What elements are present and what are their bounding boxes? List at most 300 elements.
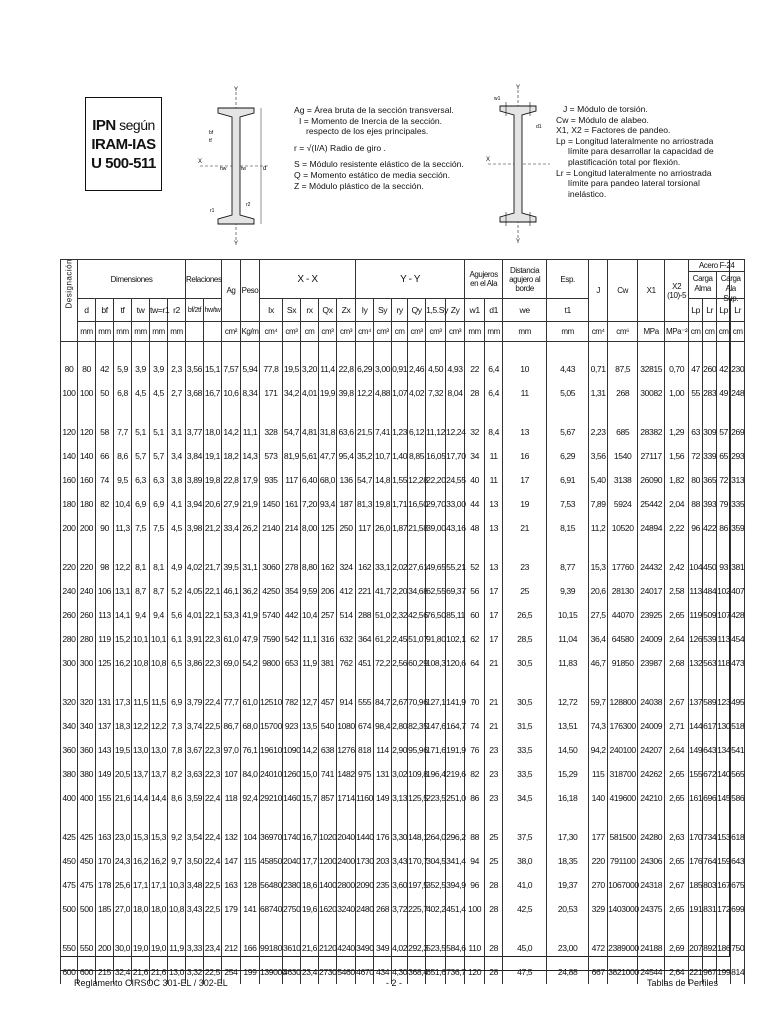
table-cell: 19,1: [204, 444, 222, 468]
table-cell: 22,1: [204, 579, 222, 603]
table-cell: 214: [283, 516, 301, 540]
designation-cell: 425: [61, 825, 78, 849]
designation-cell: 300: [61, 651, 78, 675]
spacer-cell: [150, 540, 168, 555]
spacer-cell: [61, 540, 78, 555]
header-agujeros: Agujeros en el Ala: [465, 260, 503, 299]
table-cell: 137: [689, 690, 703, 714]
unit-cell: cm: [703, 322, 717, 342]
designation-cell: 400: [61, 786, 78, 810]
table-cell: 428: [731, 603, 745, 627]
unit-cell: mm: [132, 322, 150, 342]
spacer-cell: [132, 675, 150, 690]
designation-cell: 600: [61, 960, 78, 984]
table-cell: 2,56: [392, 651, 408, 675]
fig-label-r1: r1: [210, 208, 215, 214]
table-cell: 68,0: [241, 714, 260, 738]
table-cell: 541: [731, 738, 745, 762]
table-cell: 1460: [283, 786, 301, 810]
unit-cell: mm: [96, 322, 114, 342]
spacer-cell: [61, 675, 78, 690]
table-cell: 88: [689, 492, 703, 516]
table-cell: 1740: [283, 825, 301, 849]
table-cell: 11,1: [301, 627, 319, 651]
table-cell: 7,8: [168, 738, 186, 762]
table-cell: 33,5: [503, 762, 547, 786]
table-cell: 1200: [319, 849, 337, 873]
table-cell: 3,84: [186, 444, 204, 468]
table-cell: 23925: [638, 603, 665, 627]
unit-cell: mm: [485, 322, 503, 342]
table-cell: 72,2: [374, 651, 392, 675]
table-cell: 12,2: [150, 714, 168, 738]
table-cell: 47,5: [503, 960, 547, 984]
table-cell: 16,18: [547, 786, 589, 810]
table-cell: 643: [703, 738, 717, 762]
table-cell: 8,2: [168, 762, 186, 786]
spacer-cell: [731, 675, 745, 690]
table-cell: 21,6: [132, 960, 150, 984]
table-cell: 10,8: [132, 651, 150, 675]
spacer-cell: [465, 921, 485, 936]
table-cell: 651,6: [426, 960, 446, 984]
table-cell: 1,87: [392, 516, 408, 540]
table-cell: 80: [78, 357, 96, 381]
table-cell: 24280: [638, 825, 665, 849]
table-cell: 128800: [608, 690, 638, 714]
spacer-cell: [96, 342, 114, 358]
table-cell: 49: [717, 381, 731, 405]
spacer-cell: [392, 810, 408, 825]
table-cell: 3,1: [168, 420, 186, 444]
table-row: [61, 468, 745, 492]
table-cell: 318700: [608, 762, 638, 786]
table-cell: 162: [319, 555, 337, 579]
table-cell: 30082: [638, 381, 665, 405]
table-cell: 24038: [638, 690, 665, 714]
legend-left-line: I = Momento de Inercia de la sección.: [299, 115, 443, 126]
table-cell: 16,50: [408, 492, 426, 516]
spacer-cell: [717, 342, 731, 358]
table-cell: 3,9: [132, 357, 150, 381]
table-cell: 4,43: [547, 357, 589, 381]
table-cell: 33,5: [503, 738, 547, 762]
fig2-label-d1: d1: [536, 124, 542, 130]
unit-cell: cm⁴: [589, 322, 608, 342]
spacer-cell: [608, 921, 638, 936]
spacer-cell: [485, 342, 503, 358]
table-cell: 39,8: [337, 381, 356, 405]
table-cell: 179: [222, 897, 241, 921]
table-cell: 199: [241, 960, 260, 984]
table-cell: 10,7: [374, 444, 392, 468]
table-cell: 136: [337, 468, 356, 492]
table-cell: 24,55: [446, 468, 465, 492]
table-row: [61, 381, 745, 405]
table-cell: 24009: [638, 714, 665, 738]
table-cell: 4250: [260, 579, 283, 603]
designation-cell: 140: [61, 444, 78, 468]
table-cell: 8,4: [485, 420, 503, 444]
table-cell: 24207: [638, 738, 665, 762]
table-cell: 11: [485, 468, 503, 492]
table-cell: 1440: [356, 825, 374, 849]
spacer-cell: [665, 342, 689, 358]
table-cell: 132: [222, 825, 241, 849]
table-cell: 10,4: [114, 492, 132, 516]
table-cell: 278: [283, 555, 301, 579]
spacer-cell: [241, 540, 260, 555]
table-cell: 10,8: [168, 897, 186, 921]
spacer-cell: [547, 675, 589, 690]
table-cell: 3,56: [589, 444, 608, 468]
table-cell: 4,01: [186, 603, 204, 627]
table-cell: 7,5: [132, 516, 150, 540]
spacer-cell: [703, 342, 717, 358]
table-cell: 115: [589, 762, 608, 786]
spacer-cell: [717, 405, 731, 420]
table-cell: 12,28: [408, 468, 426, 492]
table-cell: 3,13: [392, 786, 408, 810]
table-cell: 27,0: [114, 897, 132, 921]
spacer-cell: [168, 675, 186, 690]
table-cell: 21,5: [356, 420, 374, 444]
title-box: [85, 97, 162, 191]
spacer-cell: [186, 342, 204, 358]
table-cell: 381: [319, 651, 337, 675]
table-cell: 56480: [260, 873, 283, 897]
table-cell: 56: [465, 579, 485, 603]
table-cell: 8,7: [132, 579, 150, 603]
table-cell: 98: [96, 555, 114, 579]
table-cell: 5,9: [114, 357, 132, 381]
spacer-cell: [374, 675, 392, 690]
table-cell: 31,1: [241, 555, 260, 579]
table-cell: 13: [503, 420, 547, 444]
table-cell: 573: [260, 444, 283, 468]
table-cell: 22,4: [204, 849, 222, 873]
table-cell: 104: [689, 555, 703, 579]
unit-cell: cm: [392, 322, 408, 342]
table-cell: 240100: [608, 738, 638, 762]
table-cell: 176: [689, 849, 703, 873]
table-cell: 143: [96, 738, 114, 762]
table-cell: 5924: [608, 492, 638, 516]
table-cell: 126: [689, 627, 703, 651]
table-cell: 16,2: [114, 651, 132, 675]
table-cell: 6,9: [150, 492, 168, 516]
table-cell: 92,4: [241, 786, 260, 810]
spacer-cell: [374, 342, 392, 358]
designation-cell: 180: [61, 492, 78, 516]
table-cell: 18,0: [132, 897, 150, 921]
subheader-cell: Qy: [408, 299, 426, 322]
unit-cell: mm: [150, 322, 168, 342]
table-cell: 8,34: [241, 381, 260, 405]
table-cell: 21: [485, 651, 503, 675]
table-cell: 260: [78, 603, 96, 627]
subheader-cell: tw: [132, 299, 150, 322]
table-cell: 20,5: [114, 762, 132, 786]
table-cell: 17,1: [132, 873, 150, 897]
table-cell: 100: [78, 381, 96, 405]
table-cell: 4,93: [446, 357, 465, 381]
table-cell: 9,4: [150, 603, 168, 627]
table-cell: 66: [96, 444, 114, 468]
table-cell: 5460: [337, 960, 356, 984]
spacer-cell: [222, 405, 241, 420]
table-cell: 324: [337, 555, 356, 579]
table-cell: 11,2: [589, 516, 608, 540]
table-cell: 55: [689, 381, 703, 405]
spacer-cell: [356, 675, 374, 690]
subheader-cell: rx: [301, 299, 319, 322]
table-cell: 72: [689, 444, 703, 468]
table-cell: 42: [96, 357, 114, 381]
spacer-cell: [356, 405, 374, 420]
spacer-cell: [731, 405, 745, 420]
subheader-cell: we: [503, 299, 547, 322]
spacer-cell: [589, 675, 608, 690]
unit-cell: cm: [301, 322, 319, 342]
table-cell: 115: [241, 849, 260, 873]
table-cell: 127,1: [426, 690, 446, 714]
table-cell: 109,8: [408, 762, 426, 786]
table-cell: 60,29: [408, 651, 426, 675]
table-cell: 44: [465, 492, 485, 516]
table-cell: 170: [96, 849, 114, 873]
header-distancia: Distancia agujero al borde: [503, 260, 547, 299]
spacer-cell: [337, 675, 356, 690]
table-cell: 22,3: [204, 651, 222, 675]
table-cell: 22,20: [426, 468, 446, 492]
table-cell: 163: [222, 873, 241, 897]
spacer-cell: [408, 342, 426, 358]
table-cell: 3,94: [186, 492, 204, 516]
spacer-cell: [186, 675, 204, 690]
table-cell: 1400: [319, 873, 337, 897]
table-cell: 425: [78, 825, 96, 849]
footer-page-number: - 2 -: [386, 978, 403, 988]
table-cell: 219,6: [446, 762, 465, 786]
spacer-cell: [426, 921, 446, 936]
table-cell: 892: [703, 936, 717, 960]
table-cell: 22,3: [204, 738, 222, 762]
table-cell: 23,4: [301, 960, 319, 984]
table-cell: 60: [465, 603, 485, 627]
table-cell: 2,02: [392, 555, 408, 579]
table-cell: 170: [689, 825, 703, 849]
spacer-cell: [408, 921, 426, 936]
table-cell: 11,1: [241, 420, 260, 444]
table-cell: 268: [608, 381, 638, 405]
table-cell: 97,0: [222, 738, 241, 762]
table-cell: 368,4: [408, 960, 426, 984]
spacer-cell: [638, 810, 665, 825]
spacer-cell: [78, 810, 96, 825]
legend-right-line: límite para pandeo lateral torsional: [568, 178, 700, 189]
table-cell: 120,6: [446, 651, 465, 675]
table-cell: 11,04: [547, 627, 589, 651]
table-cell: 1540: [608, 444, 638, 468]
table-cell: 10: [503, 357, 547, 381]
table-cell: 1,71: [392, 492, 408, 516]
fig2-label-y-bottom: Y: [516, 239, 521, 245]
table-cell: 22,5: [204, 714, 222, 738]
table-cell: 1,31: [589, 381, 608, 405]
table-cell: 257: [319, 603, 337, 627]
table-cell: 206: [319, 579, 337, 603]
table-cell: 26,5: [503, 603, 547, 627]
table-cell: 5,7: [150, 444, 168, 468]
table-cell: 4,5: [168, 516, 186, 540]
table-cell: 4,5: [132, 381, 150, 405]
designation-cell: 500: [61, 897, 78, 921]
spacer-cell: [186, 921, 204, 936]
table-cell: 70: [465, 690, 485, 714]
header-acero-label: Acero F-24: [689, 260, 744, 272]
table-cell: 15,7: [301, 786, 319, 810]
spacer-cell: [374, 540, 392, 555]
spacer-cell: [547, 540, 589, 555]
table-cell: 12,2: [114, 555, 132, 579]
table-row: [61, 690, 745, 714]
table-cell: 3,91: [186, 627, 204, 651]
title-line1: IPN según: [92, 116, 155, 134]
spacer-cell: [717, 675, 731, 690]
table-row: [61, 897, 745, 921]
table-cell: 16,2: [150, 849, 168, 873]
legend-right-line: inelástico.: [568, 188, 607, 199]
designation-cell: 200: [61, 516, 78, 540]
table-cell: 2,64: [665, 960, 689, 984]
table-cell: 102: [717, 579, 731, 603]
table-cell: 270: [589, 873, 608, 897]
table-cell: 260: [703, 357, 717, 381]
table-cell: 8,1: [132, 555, 150, 579]
legend-right-line: Lr = Longitud lateralmente no arriostrada: [556, 167, 712, 178]
table-cell: 17: [503, 468, 547, 492]
table-cell: 2,32: [392, 603, 408, 627]
table-cell: 341,4: [446, 849, 465, 873]
table-cell: 581500: [608, 825, 638, 849]
header-designacion: Designación: [61, 260, 78, 342]
table-cell: 41,0: [503, 873, 547, 897]
spacer-cell: [446, 675, 465, 690]
table-cell: 170,7: [408, 849, 426, 873]
spacer-cell: [337, 810, 356, 825]
table-cell: 309: [703, 420, 717, 444]
group-spacer: [61, 540, 745, 555]
table-cell: 14,2: [222, 420, 241, 444]
table-cell: 21: [485, 714, 503, 738]
table-cell: 8,7: [150, 579, 168, 603]
table-cell: 329: [589, 897, 608, 921]
table-cell: 1,55: [392, 468, 408, 492]
table-cell: 473: [731, 651, 745, 675]
table-cell: 0,71: [589, 357, 608, 381]
table-cell: 2,68: [665, 651, 689, 675]
table-cell: 4,01: [301, 381, 319, 405]
table-cell: 221: [689, 960, 703, 984]
table-cell: 132: [689, 651, 703, 675]
spacer-cell: [168, 540, 186, 555]
spacer-cell: [241, 405, 260, 420]
spacer-cell: [78, 342, 96, 358]
spacer-cell: [408, 810, 426, 825]
table-cell: 5,7: [132, 444, 150, 468]
table-cell: 264,0: [426, 825, 446, 849]
fig2-label-y-top: Y: [516, 85, 521, 91]
table-cell: 393: [703, 492, 717, 516]
table-cell: 42,5: [503, 897, 547, 921]
table-cell: 3490: [356, 936, 374, 960]
fig2-label-w1: w1: [494, 96, 501, 102]
spacer-cell: [260, 405, 283, 420]
spacer-cell: [301, 405, 319, 420]
table-cell: 108,3: [426, 651, 446, 675]
subheader-cell: d1: [485, 299, 503, 322]
table-cell: 3,68: [186, 381, 204, 405]
table-cell: 2,46: [408, 357, 426, 381]
table-cell: 176: [374, 825, 392, 849]
table-cell: 17,70: [446, 444, 465, 468]
designation-cell: 120: [61, 420, 78, 444]
spacer-cell: [96, 405, 114, 420]
table-cell: 9,7: [168, 849, 186, 873]
table-cell: 96: [465, 873, 485, 897]
header-j: J: [589, 260, 608, 322]
table-cell: 85,11: [446, 603, 465, 627]
table-cell: 2,63: [665, 825, 689, 849]
table-cell: 13: [485, 516, 503, 540]
spacer-cell: [283, 540, 301, 555]
table-cell: 23,4: [204, 936, 222, 960]
table-cell: 296,2: [446, 825, 465, 849]
spacer-cell: [301, 810, 319, 825]
table-cell: 147,6: [426, 714, 446, 738]
spacer-cell: [319, 342, 337, 358]
table-cell: 140: [589, 786, 608, 810]
spacer-cell: [61, 921, 78, 936]
table-row: [61, 492, 745, 516]
spacer-cell: [114, 810, 132, 825]
table-cell: 47,9: [241, 627, 260, 651]
spacer-cell: [337, 405, 356, 420]
table-cell: 696: [703, 786, 717, 810]
table-cell: 93: [717, 555, 731, 579]
table-cell: 123: [717, 690, 731, 714]
table-cell: 15,3: [150, 825, 168, 849]
table-cell: 2,23: [589, 420, 608, 444]
spacer-cell: [78, 405, 96, 420]
table-cell: 63: [689, 420, 703, 444]
spacer-cell: [132, 921, 150, 936]
table-cell: 3,67: [186, 738, 204, 762]
header-relaciones: Relaciones: [186, 260, 222, 299]
table-cell: 141,9: [446, 690, 465, 714]
table-cell: 2,64: [665, 627, 689, 651]
subheader-cell: Iy: [356, 299, 374, 322]
subheader-cell: tf: [114, 299, 132, 322]
table-cell: 1,00: [665, 381, 689, 405]
table-cell: 17,7: [301, 849, 319, 873]
table-cell: 5,40: [589, 468, 608, 492]
table-cell: 19610: [260, 738, 283, 762]
table-cell: 176300: [608, 714, 638, 738]
designation-cell: 550: [61, 936, 78, 960]
spacer-cell: [689, 405, 703, 420]
